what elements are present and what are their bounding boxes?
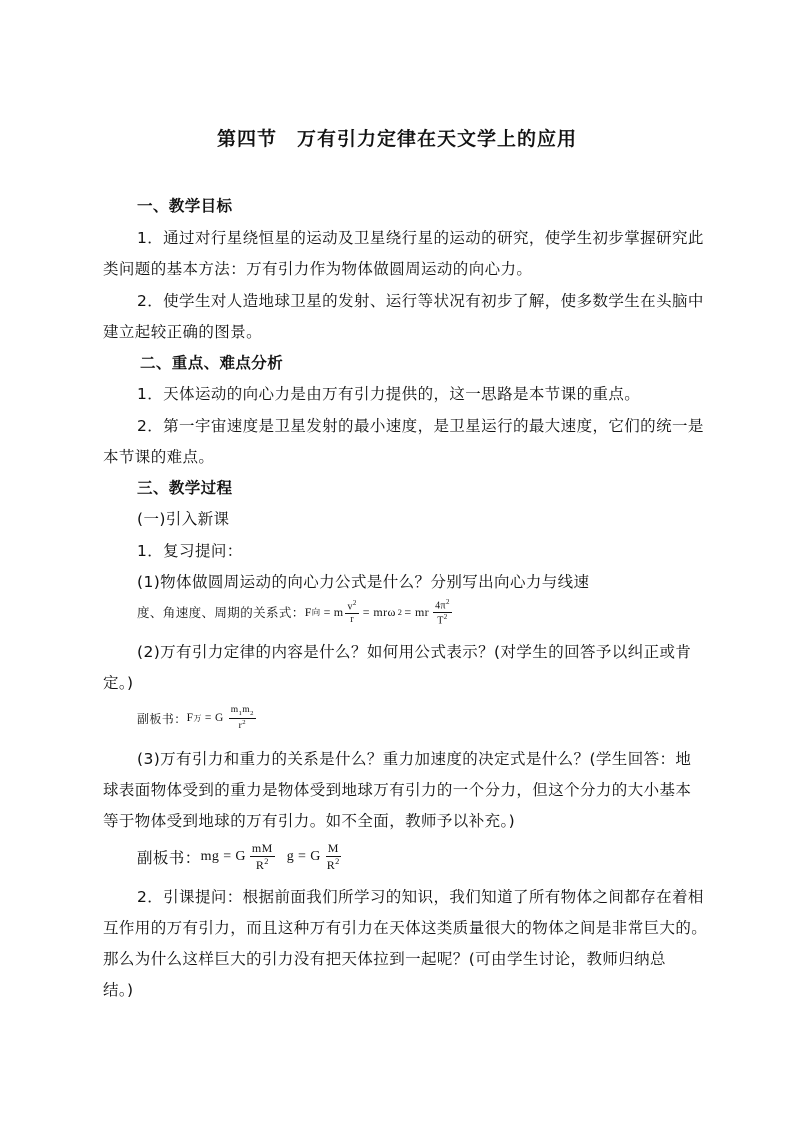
paragraph: 结。) (103, 981, 134, 999)
paragraph: 2．第一宇宙速度是卫星发射的最小速度，是卫星运行的最大速度，它们的统一是 (137, 417, 704, 435)
paragraph: 1．通过对行星绕恒星的运动及卫星绕行星的运动的研究，使学生初步掌握研究此 (137, 229, 704, 247)
section-heading-objectives: 一、教学目标 (137, 197, 233, 215)
paragraph: 互作用的万有引力，而且这种万有引力在天体这类质量很大的物体之间是非常巨大的。 (103, 919, 708, 937)
board-label: 副板书： (137, 849, 201, 868)
paragraph: 2．使学生对人造地球卫星的发射、运行等状况有初步了解，使多数学生在头脑中 (137, 292, 704, 310)
paragraph: (1)物体做圆周运动的向心力公式是什么？分别写出向心力与线速 (137, 573, 590, 591)
gravitation-formula: F 万 = G $\frac{m_1m_2}{r^2}$ (186, 705, 254, 731)
paragraph: (3)万有引力和重力的关系是什么？重力加速度的决定式是什么？(学生回答：地 (137, 750, 692, 768)
formula-line-1 (137, 598, 454, 627)
paragraph: 那么为什么这样巨大的引力没有把天体拉到一起呢？(可由学生讨论，教师归纳总 (103, 950, 666, 968)
board-label: 副板书： (137, 711, 187, 726)
centripetal-force-formula: F 向 = m $\frac{v^2}{r}$ = mrω 2 = mr $\frac{4\pi^2}{T^2}$ (304, 598, 450, 627)
gravity-acceleration-formula: mg = G $\frac{mM}{R^2}$ g = G $\frac{M}{R^2}$ (200, 841, 340, 872)
paragraph: 1．复习提问： (137, 542, 243, 560)
paragraph: 建立起较正确的图景。 (103, 323, 263, 341)
paragraph: 定。) (103, 674, 134, 692)
formula-label: 度、角速度、周期的关系式： (137, 605, 305, 621)
paragraph: 等于物体受到地球的万有引力。如不全面，教师予以补充。) (103, 812, 516, 830)
formula-line-3 (137, 842, 344, 873)
paragraph: (2)万有引力定律的内容是什么？如何用公式表示？(对学生的回答予以纠正或肯 (137, 643, 692, 661)
section-heading-process: 三、教学过程 (137, 479, 233, 497)
paragraph: 本节课的难点。 (103, 448, 215, 466)
paragraph: 类问题的基本方法：万有引力作为物体做圆周运动的向心力。 (103, 260, 533, 278)
page-title: 第四节 万有引力定律在天文学上的应用 (216, 128, 577, 150)
paragraph: 球表面物体受到的重力是物体受到地球万有引力的一个分力，但这个分力的大小基本 (103, 781, 692, 799)
paragraph: 2．引课提问：根据前面我们所学习的知识，我们知道了所有物体之间都存在着相 (137, 888, 704, 906)
section-heading-key-points: 二、重点、难点分析 (140, 354, 284, 372)
formula-line-2 (137, 705, 258, 732)
subsection-heading: (一)引入新课 (137, 510, 230, 528)
paragraph: 1．天体运动的向心力是由万有引力提供的，这一思路是本节课的重点。 (137, 385, 641, 403)
